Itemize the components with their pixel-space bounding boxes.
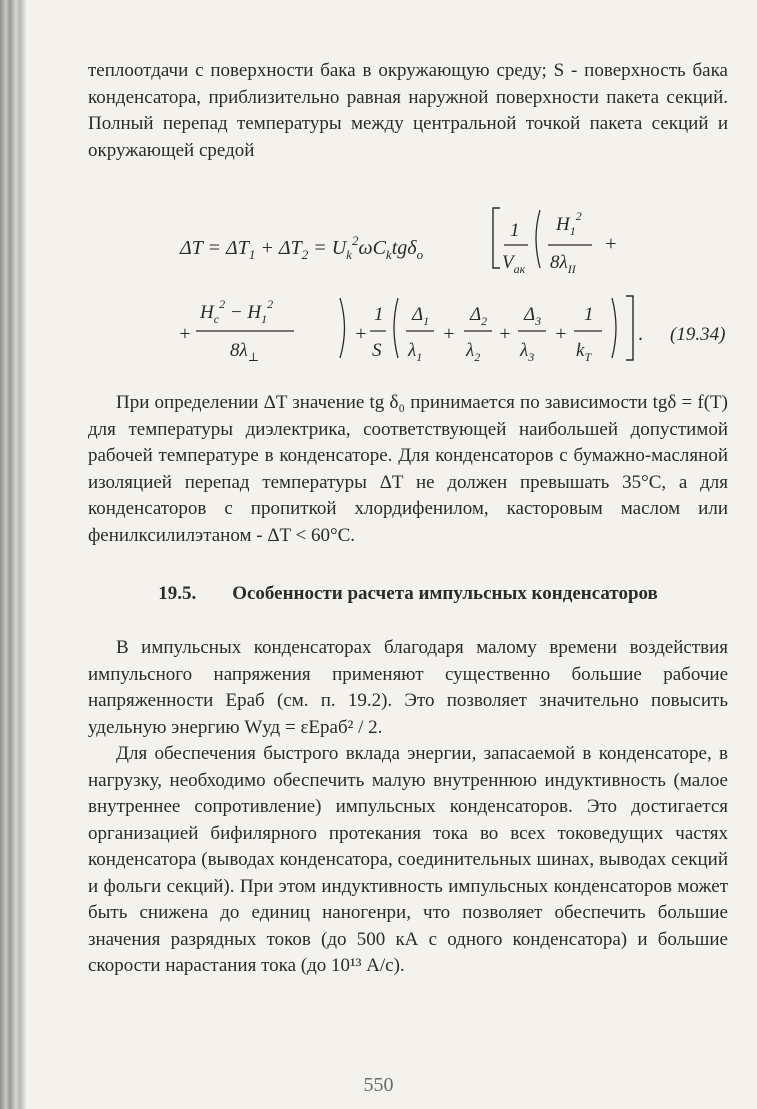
page-content (88, 58, 728, 980)
section-number: 19.5. (158, 583, 197, 604)
svg-text:ΔT = ΔT1 + ΔT2 = Uk2ωCktgδo: $\Delta T = \Delta T_1 + \Delta T_2 = U_k^2\omega C_ktg\delta_o$ (180, 233, 424, 262)
svg-text:H12: $H_1^2$ (556, 209, 582, 238)
svg-text:S: S (372, 340, 382, 361)
paragraph-3: В импульсных конденсаторах благодаря малому времени воздействия импульсного напряжения применяют существенно большие рабочие напряженности Eраб (см. п. 19.2). Это позволяет значительно повысить удельную энергию Wуд = εEраб² / 2. (88, 637, 728, 738)
book-binding-shadow (0, 0, 26, 1109)
formula-19-34 (88, 190, 728, 370)
section-title: Особенности расчета импульсных конденсаторов (232, 583, 658, 604)
svg-text:λ2: $\lambda_2$ (466, 340, 481, 364)
formula-graphic (88, 190, 728, 370)
svg-text:kT: $k_T$ (576, 340, 592, 364)
section-heading (88, 583, 728, 605)
svg-text:λ1: $\lambda_1$ (408, 340, 423, 364)
svg-text:λ3: $\lambda_3$ (520, 340, 535, 364)
svg-text:8λ⊥: $8\lambda_\perp$ (230, 340, 260, 364)
svg-text:1: 1 (584, 304, 594, 325)
paragraph-1: теплоотдачи с поверхности бака в окружающую среду; S - поверхность бака конденсатора, приблизительно равная наружной поверхности пакета секций. Полный перепад температуры между центральной точкой пакета секций и окружающей средой (88, 60, 728, 161)
svg-text:1: 1 (510, 220, 520, 241)
svg-text:Δ1: $\Delta_1$ (412, 304, 430, 328)
svg-text:+: + (354, 323, 368, 345)
svg-text:Δ3: $\Delta_3$ (524, 304, 542, 328)
svg-text:Vак: $V_{ак}$ (502, 252, 526, 276)
svg-text:+: + (554, 323, 568, 345)
svg-text:8λII: $8\lambda_{II}$ (550, 252, 576, 276)
page-number: 550 (363, 1074, 394, 1096)
svg-text:Hc2 − H12: $H_c^2 - H_1^2$ (200, 297, 274, 326)
formula-number: (19.34) (670, 324, 726, 345)
paragraph-4: Для обеспечения быстрого вклада энергии, запасаемой в конденсаторе, в нагрузку, необходимо обеспечить малую внутреннюю индуктивность (малое внутреннее сопротивление) импульсных конденсаторов. Это достигается организацией бифилярного протекания тока во всех токоведущих частях конденсатора (выводах конденсатора, соединительных шинах, выводах секций и фольги секций). При этом индуктивность импульсных конденсаторов может быть снижена до единиц наногенри, что позволяет обеспечить большие значения разрядных токов (до 500 кА с одного конденсатора) и большие скорости нарастания тока (до 10¹³ А/с). (88, 743, 728, 976)
svg-text:+: + (442, 323, 456, 345)
paragraph-2: При определении ΔT значение tg δ₀ принимается по зависимости tgδ = f(T) для температуры диэлектрика, соответствующей наибольшей допустимой рабочей температуре в конденсаторе. Для конденсаторов с бумажно-масляной изоляцией перепад температуры ΔT не должен превышать 35°С, а для конденсаторов с пропиткой хлордифенилом, касторовым маслом или фенилксилилэтаном - ΔT < 60°С. (88, 392, 728, 546)
svg-text:Δ2: $\Delta_2$ (470, 304, 488, 328)
svg-text:+: + (178, 323, 192, 345)
svg-text:+: + (604, 233, 618, 255)
svg-text:1: 1 (374, 304, 384, 325)
svg-text:.: . (638, 323, 643, 345)
svg-text:+: + (498, 323, 512, 345)
